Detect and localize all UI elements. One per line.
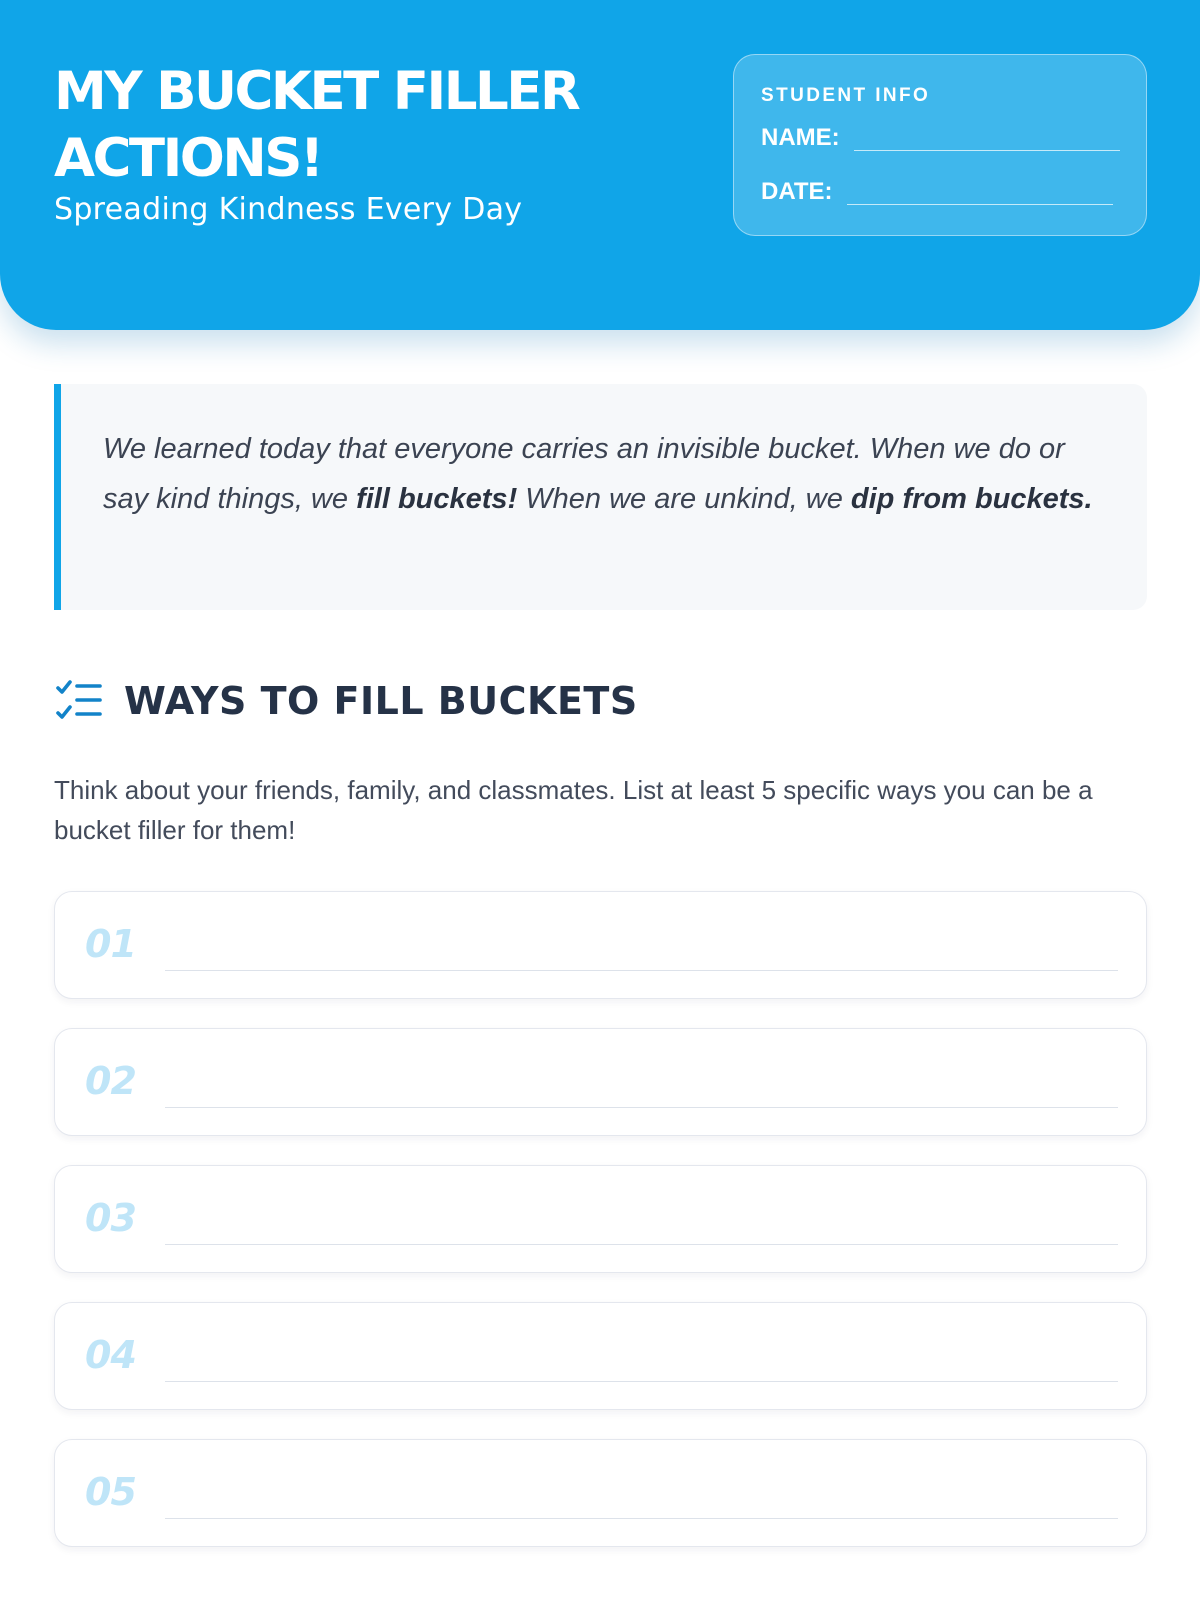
name-label: NAME: bbox=[761, 124, 840, 151]
date-field[interactable] bbox=[847, 204, 1113, 205]
entry-number: 03 bbox=[85, 1196, 136, 1240]
entry-row-3 bbox=[54, 1165, 1147, 1273]
checklist-icon bbox=[54, 676, 104, 726]
entry-row-1 bbox=[54, 891, 1147, 999]
section-heading bbox=[54, 676, 638, 726]
entry-number: 02 bbox=[85, 1059, 136, 1103]
name-field[interactable] bbox=[854, 150, 1120, 151]
page-subtitle: Spreading Kindness Every Day bbox=[54, 192, 523, 227]
entry-write-line[interactable] bbox=[165, 970, 1118, 971]
header-banner bbox=[0, 0, 1200, 330]
student-info-heading: STUDENT INFO bbox=[761, 85, 931, 106]
entry-row-5 bbox=[54, 1439, 1147, 1547]
entry-write-line[interactable] bbox=[165, 1107, 1118, 1108]
intro-emphasis-dip: dip from buckets. bbox=[850, 483, 1093, 515]
page-title: MY BUCKET FILLER ACTIONS! bbox=[54, 61, 579, 189]
date-label: DATE: bbox=[761, 178, 833, 205]
intro-emphasis-fill: fill buckets! bbox=[356, 483, 518, 515]
intro-callout bbox=[54, 384, 1147, 610]
entry-number: 01 bbox=[85, 922, 136, 966]
student-info-card bbox=[733, 54, 1147, 236]
entry-write-line[interactable] bbox=[165, 1381, 1118, 1382]
section-title: WAYS TO FILL BUCKETS bbox=[124, 679, 638, 723]
intro-part-1: We learned today that everyone carries an invisible bucket. When we do or say kind things, we bbox=[103, 433, 1065, 515]
intro-part-2: When we are unkind, we bbox=[517, 483, 851, 515]
entry-row-2 bbox=[54, 1028, 1147, 1136]
date-row bbox=[761, 177, 1113, 207]
name-row bbox=[761, 123, 1120, 153]
entry-row-4 bbox=[54, 1302, 1147, 1410]
intro-text bbox=[103, 424, 1103, 524]
entry-number: 05 bbox=[85, 1470, 136, 1514]
entry-write-line[interactable] bbox=[165, 1518, 1118, 1519]
instructions-text: Think about your friends, family, and classmates. List at least 5 specific ways you can be a bucket filler for them! bbox=[54, 775, 1093, 845]
entry-number: 04 bbox=[85, 1333, 136, 1377]
entry-write-line[interactable] bbox=[165, 1244, 1118, 1245]
